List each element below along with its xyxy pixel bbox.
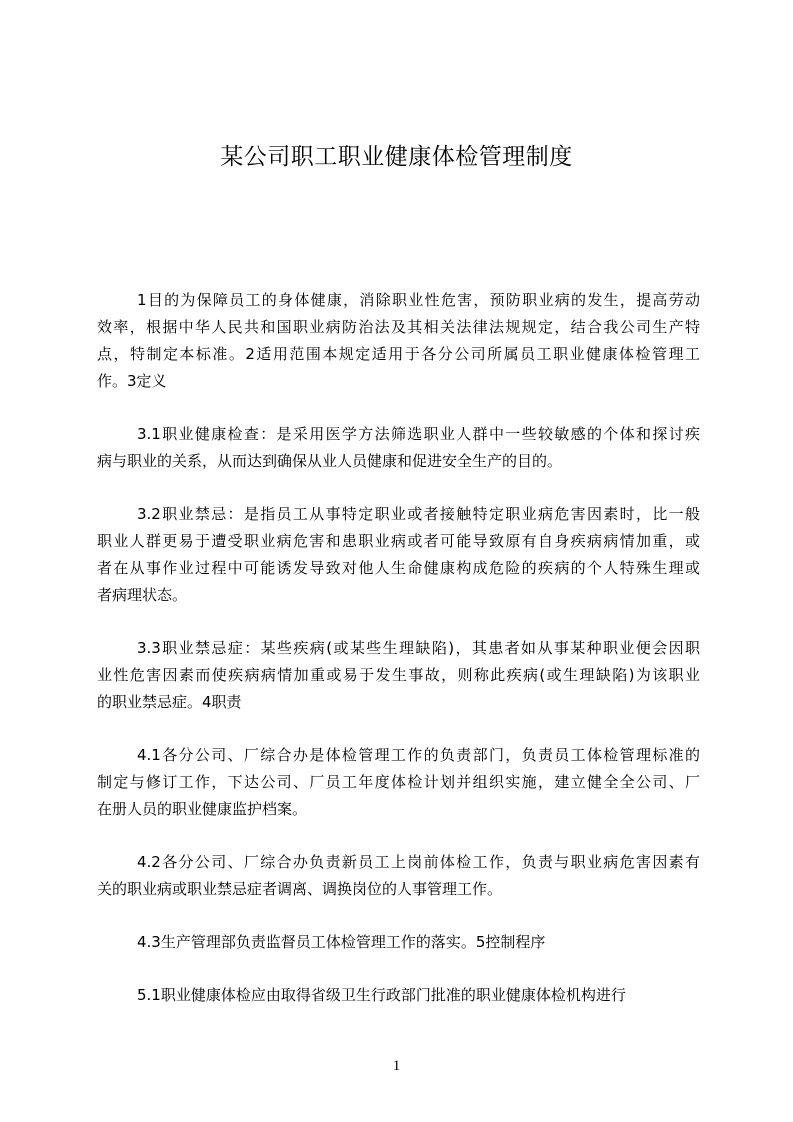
paragraph-line: 5.1职业健康体检应由取得省级卫生行政部门批准的职业健康体检机构进行 xyxy=(137,986,626,1004)
paragraph-line: 病与职业的关系，从而达到确保从业人员健康和促进安全生产的目的。 xyxy=(97,452,563,470)
paragraph-line: 关的职业病或职业禁忌症者调离、调换岗位的人事管理工作。 xyxy=(97,880,503,898)
paragraph-line: 3.2职业禁忌：是指员工从事特定职业或者接触特定职业病危害因素时，比一般 xyxy=(137,505,700,523)
paragraph-line: 4.3生产管理部负责监督员工体检管理工作的落实。5控制程序 xyxy=(137,933,546,951)
paragraph-line: 在册人员的职业健康监护档案。 xyxy=(97,800,308,818)
paragraph-line: 者病理状态。 xyxy=(97,586,188,604)
paragraph-line: 效率，根据中华人民共和国职业病防治法及其相关法律法规规定，结合我公司生产特 xyxy=(97,318,700,336)
page-number: 1 xyxy=(392,1058,401,1074)
paragraph-line: 者在从事作业过程中可能诱发导致对他人生命健康构成危险的疾病的个人特殊生理或 xyxy=(97,559,700,577)
paragraph-3-2-occupational-contraindication xyxy=(97,501,700,609)
paragraph-5-1-procedure xyxy=(97,982,700,1009)
paragraph-line: 职业人群更易于遭受职业病危害和患职业病或者可能导致原有自身疾病病情加重，或 xyxy=(97,532,700,550)
paragraph-line: 1目的为保障员工的身体健康，消除职业性危害，预防职业病的发生，提高劳动 xyxy=(137,291,700,309)
document-body xyxy=(97,287,700,1035)
paragraph-4-3-responsibility xyxy=(97,929,700,956)
paragraph-line: 3.3职业禁忌症：某些疾病(或某些生理缺陷)，其患者如从事某种职业便会因职 xyxy=(137,639,700,657)
paragraph-line: 作。3定义 xyxy=(97,372,167,390)
document-title: 某公司职工职业健康体检管理制度 xyxy=(220,144,573,170)
paragraph-line: 业性危害因素而使疾病病情加重或易于发生事故，则称此疾病(或生理缺陷)为该职业 xyxy=(97,666,700,684)
paragraph-line: 的职业禁忌症。4职责 xyxy=(97,693,242,711)
paragraph-line: 点，特制定本标准。2适用范围本规定适用于各分公司所属员工职业健康体检管理工 xyxy=(97,345,700,363)
paragraph-purpose-scope-definitions xyxy=(97,287,700,395)
paragraph-line: 4.1各分公司、厂综合办是体检管理工作的负责部门，负责员工体检管理标准的 xyxy=(137,746,700,764)
paragraph-line: 3.1职业健康检查：是采用医学方法筛选职业人群中一些较敏感的个体和探讨疾 xyxy=(137,425,700,443)
paragraph-3-3-contraindicated-disease xyxy=(97,635,700,716)
paragraph-3-1-health-check xyxy=(97,421,700,475)
paragraph-4-2-responsibility xyxy=(97,849,700,903)
paragraph-line: 4.2各分公司、厂综合办负责新员工上岗前体检工作，负责与职业病危害因素有 xyxy=(137,853,700,871)
paragraph-line: 制定与修订工作，下达公司、厂员工年度体检计划并组织实施，建立健全全公司、厂 xyxy=(97,773,700,791)
paragraph-4-1-responsibility xyxy=(97,742,700,823)
